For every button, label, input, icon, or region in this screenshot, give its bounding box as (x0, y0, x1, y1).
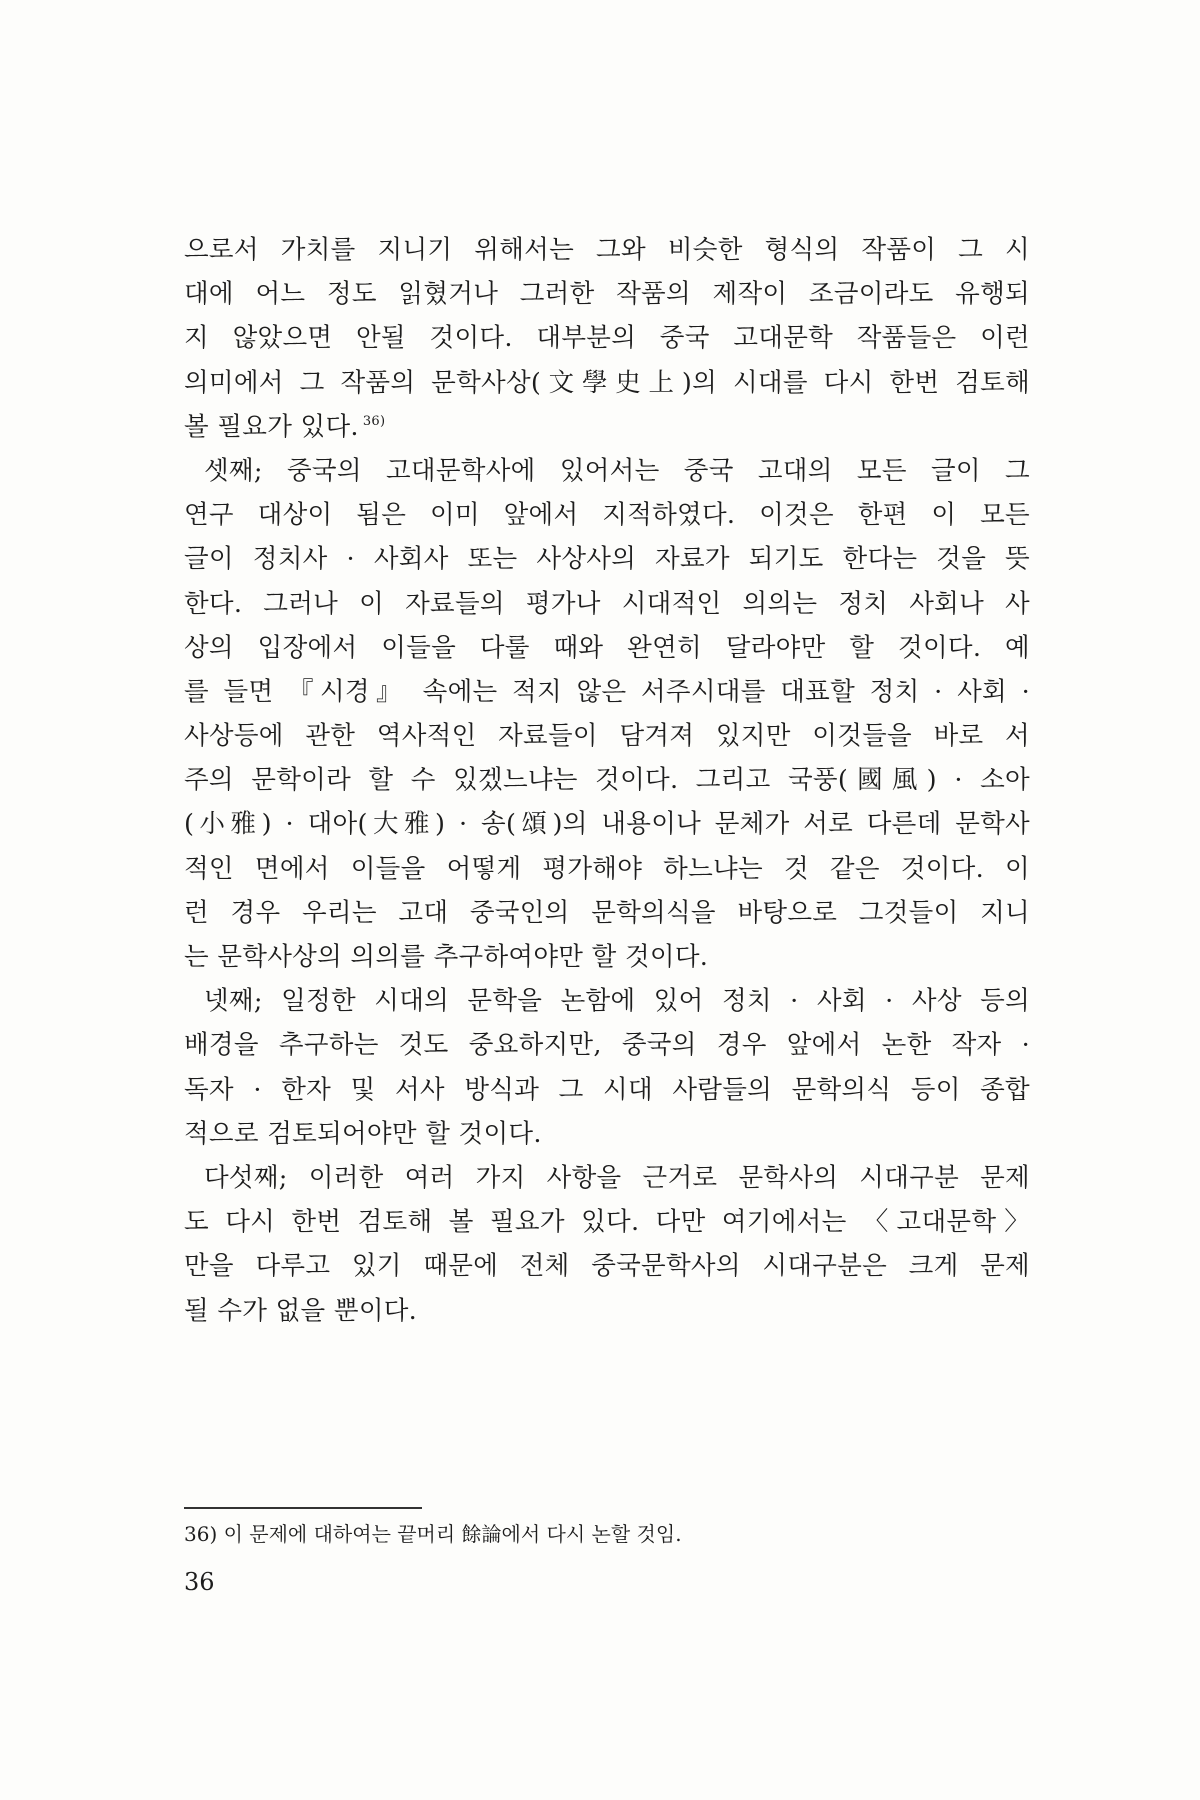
footnote-rule (184, 1507, 422, 1509)
page-number: 36 (184, 1568, 215, 1596)
text-line (184, 537, 1030, 581)
text-line-content: 다섯째; 이러한 여러 가지 사항을 근거로 문학사의 시대구분 문제 (204, 1162, 1030, 1193)
text-line (184, 670, 1030, 714)
body-text (184, 228, 1030, 1333)
text-line-content: 될 수가 없을 뿐이다. (184, 1295, 418, 1326)
text-line-content: 를 들면 『시경』 속에는 적지 않은 서주시대를 대표할 정치 · 사회 · (184, 676, 1030, 707)
text-line-content: 의미에서 그 작품의 문학사상(文學史上)의 시대를 다시 한번 검토해 (184, 367, 1030, 398)
text-line-content: 도 다시 한번 검토해 볼 필요가 있다. 다만 여기에서는 〈고대문학〉 (184, 1207, 1030, 1238)
text-line-content: 독자 · 한자 및 서사 방식과 그 시대 사람들의 문학의식 등이 종합 (184, 1074, 1030, 1105)
text-line (184, 1068, 1030, 1112)
footnote: 36) 이 문제에 대하여는 끝머리 餘論에서 다시 논할 것임. (184, 1522, 682, 1546)
text-line (184, 626, 1030, 670)
text-line-content: 지 않았으면 안될 것이다. 대부분의 중국 고대문학 작품들은 이런 (184, 323, 1030, 354)
text-line-content: 볼 필요가 있다. (184, 411, 359, 442)
text-line-content: (小雅) · 대아(大雅) · 송(頌)의 내용이나 문체가 서로 다른데 문학사 (184, 809, 1030, 840)
text-line (184, 1200, 1030, 1244)
text-line (184, 847, 1030, 891)
text-line (184, 493, 1030, 537)
text-line-content: 만을 다루고 있기 때문에 전체 중국문학사의 시대구분은 크게 문제 (184, 1251, 1030, 1282)
text-line (184, 1023, 1030, 1067)
text-line (184, 1244, 1030, 1288)
text-line (184, 449, 1030, 493)
text-line-content: 대에 어느 정도 읽혔거나 그러한 작품의 제작이 조금이라도 유행되 (184, 279, 1030, 310)
text-line (184, 802, 1030, 846)
text-line-content: 글이 정치사 · 사회사 또는 사상사의 자료가 되기도 한다는 것을 뜻 (184, 544, 1030, 575)
text-line (184, 979, 1030, 1023)
text-line (184, 758, 1030, 802)
text-line-content: 으로서 가치를 지니기 위해서는 그와 비슷한 형식의 작품이 그 시 (184, 235, 1030, 265)
text-line (184, 1289, 1030, 1333)
text-line (184, 714, 1030, 758)
text-line-content: 연구 대상이 됨은 이미 앞에서 지적하였다. 이것은 한편 이 모든 (184, 500, 1030, 531)
text-line (184, 1156, 1030, 1200)
text-line-content: 한다. 그러나 이 자료들의 평가나 시대적인 의의는 정치 사회나 사 (184, 588, 1030, 619)
text-line-content: 적인 면에서 이들을 어떻게 평가해야 하느냐는 것 같은 것이다. 이 (184, 853, 1030, 884)
text-line-content: 사상등에 관한 역사적인 자료들이 담겨져 있지만 이것들을 바로 서 (184, 721, 1030, 752)
text-line (184, 361, 1030, 405)
text-line-content: 상의 입장에서 이들을 다룰 때와 완연히 달라야만 할 것이다. 예 (184, 632, 1030, 663)
text-line (184, 272, 1030, 316)
text-line-content: 배경을 추구하는 것도 중요하지만, 중국의 경우 앞에서 논한 작자 · (184, 1030, 1030, 1061)
text-line (184, 891, 1030, 935)
text-line-content: 는 문학사상의 의의를 추구하여야만 할 것이다. (184, 942, 709, 972)
text-line-content: 주의 문학이라 할 수 있겠느냐는 것이다. 그리고 국풍(國風) · 소아 (184, 765, 1030, 796)
text-line (184, 935, 1030, 979)
text-line-content: 셋째; 중국의 고대문학사에 있어서는 중국 고대의 모든 글이 그 (204, 455, 1030, 486)
text-line (184, 405, 1030, 449)
text-line (184, 582, 1030, 626)
text-line-content: 넷째; 일정한 시대의 문학을 논함에 있어 정치 · 사회 · 사상 등의 (204, 986, 1030, 1017)
text-line-content: 런 경우 우리는 고대 중국인의 문학의식을 바탕으로 그것들이 지니 (184, 897, 1030, 928)
text-line (184, 316, 1030, 360)
text-line (184, 228, 1030, 272)
text-line-content: 적으로 검토되어야만 할 것이다. (184, 1118, 542, 1149)
footnote-reference: 36) (362, 413, 386, 429)
text-line (184, 1112, 1030, 1156)
